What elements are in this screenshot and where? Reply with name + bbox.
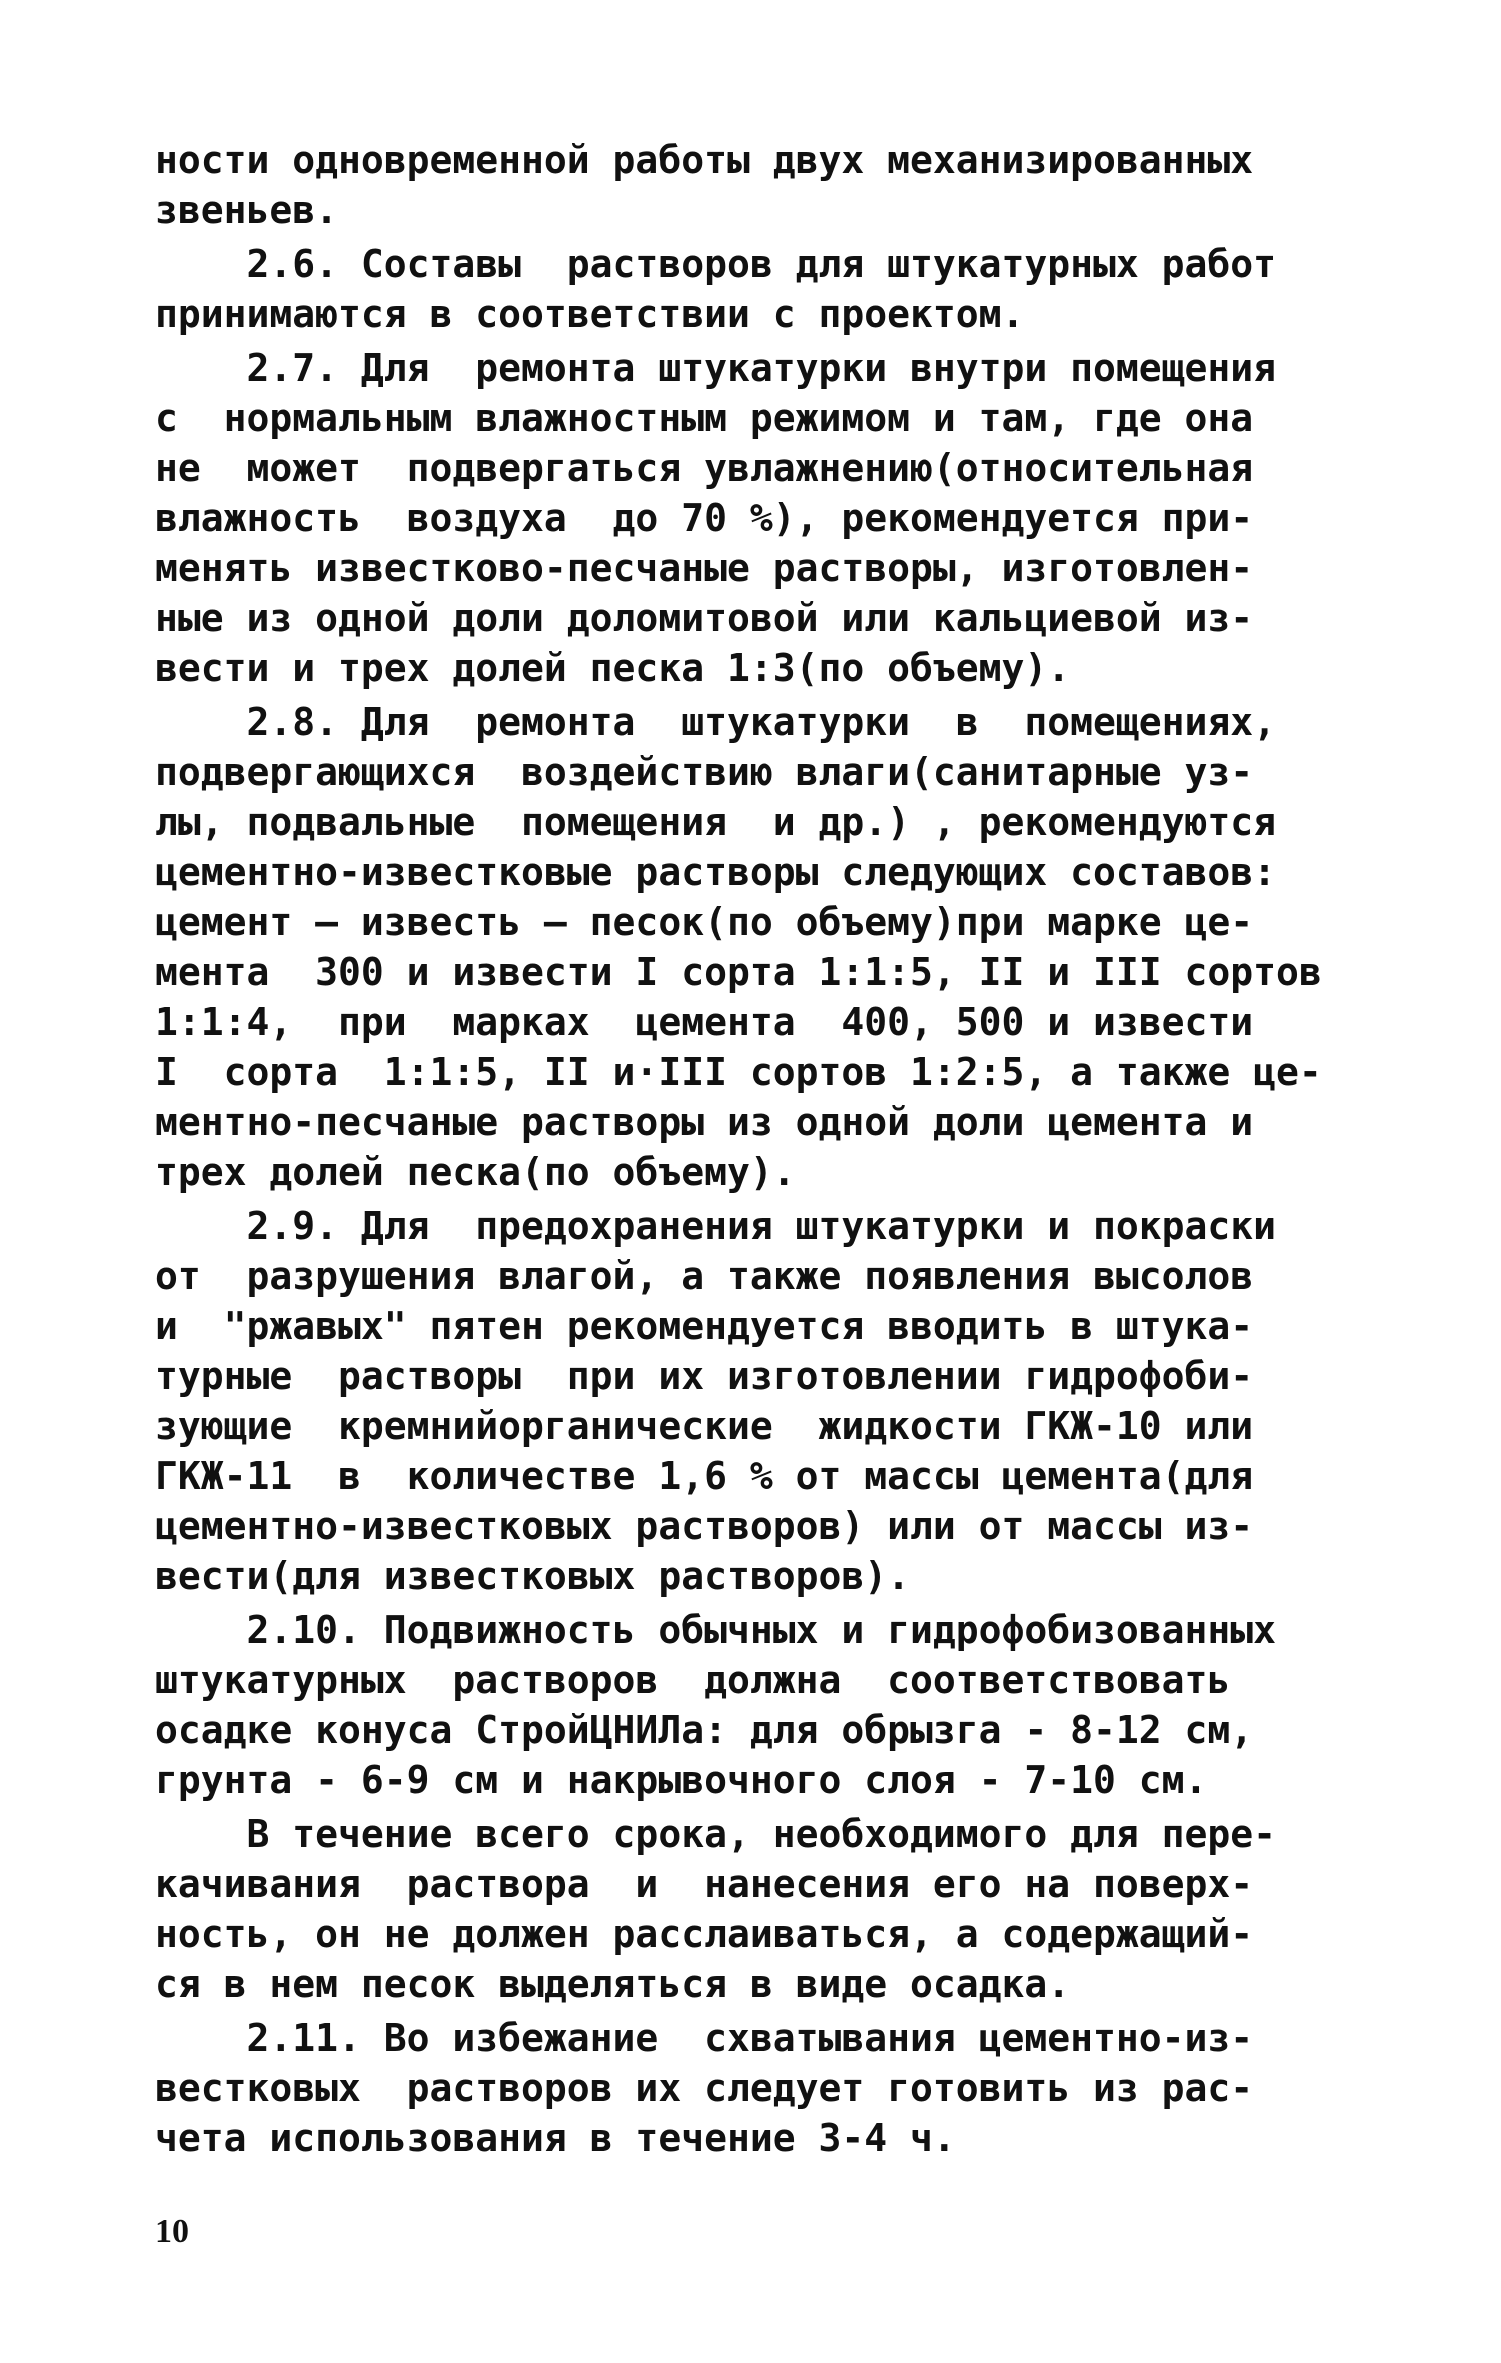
text-line: трех долей песка(по объему).	[155, 1150, 796, 1194]
text-line: цемент — известь — песок(по объему)при марке це-	[155, 900, 1254, 944]
text-line: ные из одной доли доломитовой или кальциевой из-	[155, 596, 1254, 640]
document-body	[155, 135, 1355, 2163]
text-line: цементно-известковых растворов) или от массы из-	[155, 1504, 1254, 1548]
text-line: грунта - 6-9 см и накрывочного слоя - 7-10 см.	[155, 1758, 1208, 1802]
text-line: лы, подвальные помещения и др.) , рекомендуются	[155, 800, 1277, 844]
text-line: ментно-песчаные растворы из одной доли цемента и	[155, 1100, 1254, 1144]
text-line: зующие кремнийорганические жидкости ГКЖ-10 или	[155, 1404, 1254, 1448]
text-line: 2.8. Для ремонта штукатурки в помещениях,	[155, 700, 1277, 744]
paragraph-2-10	[155, 1605, 1355, 1805]
text-line: ся в нем песок выделяться в виде осадка.	[155, 1962, 1071, 2006]
text-line: и "ржавых" пятен рекомендуется вводить в штука-	[155, 1304, 1254, 1348]
text-line: В течение всего срока, необходимого для пере-	[155, 1812, 1277, 1856]
text-line: с нормальным влажностным режимом и там, где она	[155, 396, 1254, 440]
paragraph-2-7	[155, 343, 1355, 693]
text-line: влажность воздуха до 70 %), рекомендуется при-	[155, 496, 1254, 540]
text-line: качивания раствора и нанесения его на поверх-	[155, 1862, 1254, 1906]
text-line: вести(для известковых растворов).	[155, 1554, 910, 1598]
text-line: ность, он не должен расслаиваться, а содержащий-	[155, 1912, 1254, 1956]
text-line: вести и трех долей песка 1:3(по объему).	[155, 646, 1071, 690]
text-line: принимаются в соответствии с проектом.	[155, 292, 1025, 336]
text-line: 2.9. Для предохранения штукатурки и покраски	[155, 1204, 1277, 1248]
text-line: звеньев.	[155, 188, 339, 232]
text-line: 2.7. Для ремонта штукатурки внутри помещения	[155, 346, 1277, 390]
text-line: турные растворы при их изготовлении гидрофоби-	[155, 1354, 1254, 1398]
paragraph-continuation	[155, 135, 1355, 235]
text-line: I сорта 1:1:5, II и·III сортов 1:2:5, а также це-	[155, 1050, 1322, 1094]
paragraph-2-8	[155, 697, 1355, 1197]
text-line: подвергающихся воздействию влаги(санитарные уз-	[155, 750, 1254, 794]
paragraph-2-11	[155, 2013, 1355, 2163]
text-line: 1:1:4, при марках цемента 400, 500 и извести	[155, 1000, 1254, 1044]
text-line: осадке конуса СтройЦНИЛа: для обрызга - 8-12 см,	[155, 1708, 1254, 1752]
paragraph-2-9	[155, 1201, 1355, 1601]
text-line: штукатурных растворов должна соответствовать	[155, 1658, 1231, 1702]
text-line: ГКЖ-11 в количестве 1,6 % от массы цемента(для	[155, 1454, 1254, 1498]
text-line: менять известково-песчаные растворы, изготовлен-	[155, 546, 1254, 590]
text-line: цементно-известковые растворы следующих составов:	[155, 850, 1277, 894]
paragraph-2-10-continued	[155, 1809, 1355, 2009]
text-line: от разрушения влагой, а также появления высолов	[155, 1254, 1254, 1298]
paragraph-2-6	[155, 239, 1355, 339]
text-line: не может подвергаться увлажнению(относительная	[155, 446, 1254, 490]
text-line: 2.10. Подвижность обычных и гидрофобизованных	[155, 1608, 1277, 1652]
text-line: вестковых растворов их следует готовить из рас-	[155, 2066, 1254, 2110]
text-line: мента 300 и извести I сорта 1:1:5, II и III сортов	[155, 950, 1322, 994]
text-line: чета использования в течение 3-4 ч.	[155, 2116, 956, 2160]
text-line: ности одновременной работы двух механизированных	[155, 138, 1254, 182]
text-line: 2.11. Во избежание схватывания цементно-из-	[155, 2016, 1254, 2060]
text-line: 2.6. Составы растворов для штукатурных работ	[155, 242, 1277, 286]
page-number: 10	[155, 2213, 189, 2250]
